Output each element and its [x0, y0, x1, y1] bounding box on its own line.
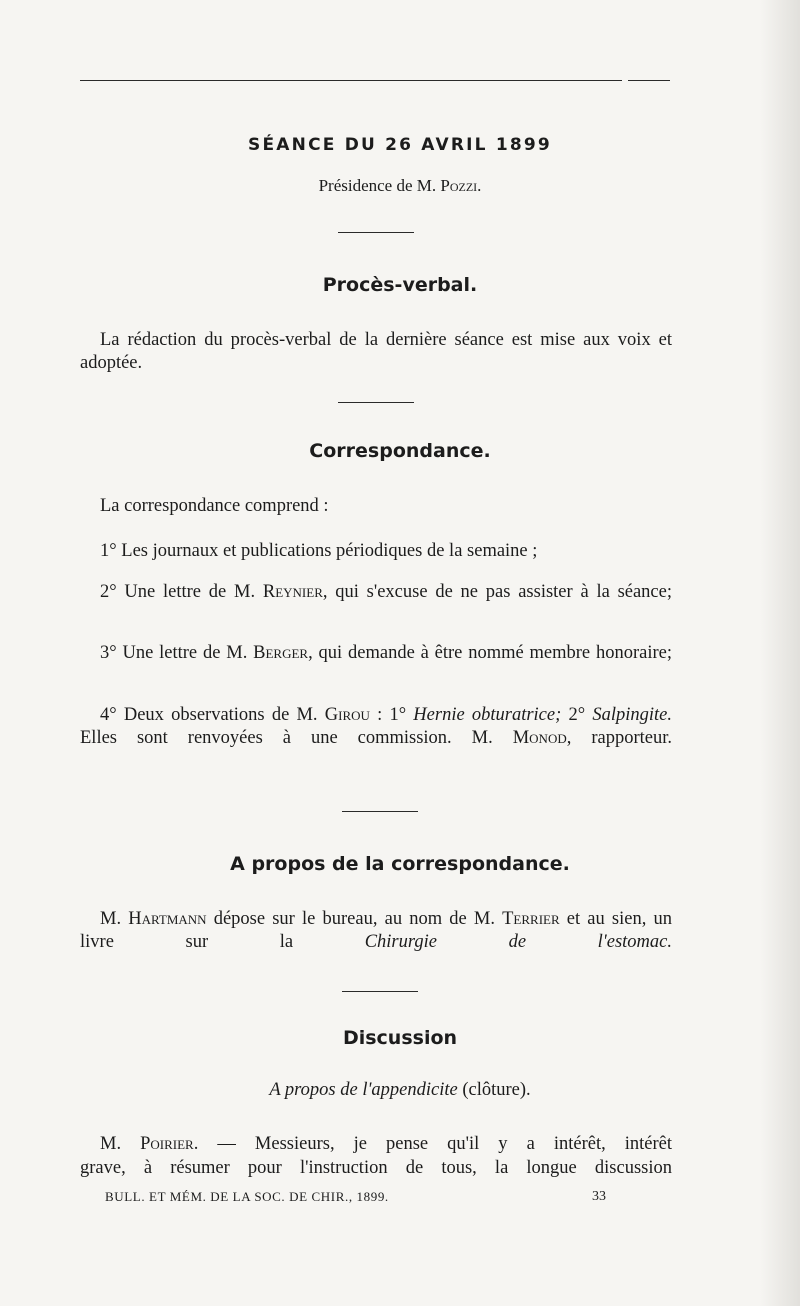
section-divider — [342, 811, 418, 812]
person-name: Reynier — [262, 582, 323, 602]
heading-correspondance: Correspondance. — [309, 440, 491, 462]
subtitle-italic: A propos de l'appendicite — [269, 1080, 458, 1100]
discussion-line: grave, à résumer pour l'instruction de tous, la longue discussion — [80, 1158, 672, 1178]
speaker-name: M. Poirier. — [100, 1134, 199, 1154]
page-number: 33 — [592, 1189, 606, 1204]
item-text: 2° Une lettre de M. — [100, 582, 263, 602]
item-text: : 1° — [369, 705, 414, 725]
session-title: SÉANCE DU 26 AVRIL 1899 — [248, 135, 552, 155]
item-text: , qui s'excuse de ne pas assister à la séance; — [322, 582, 672, 602]
item-text: , rapporteur. — [566, 728, 672, 748]
section-divider — [342, 991, 418, 992]
section-divider — [338, 402, 414, 403]
item-text: 4° Deux observations de M. — [100, 705, 325, 725]
heading-proces-verbal: Procès-verbal. — [322, 274, 478, 296]
list-item — [80, 642, 672, 665]
item-text: dépose sur le bureau, au nom de M. — [206, 909, 503, 929]
item-text: et au sien, un livre sur la — [80, 909, 672, 952]
person-name: Terrier — [502, 909, 560, 929]
list-item — [80, 704, 672, 750]
item-text: , qui demande à être nommé membre honoraire; — [308, 643, 672, 663]
paragraph-a-propos — [80, 908, 672, 954]
correspondance-intro: La correspondance comprend : — [100, 496, 329, 516]
item-text: M. — [100, 909, 129, 929]
paragraph-proces-verbal: La rédaction du procès-verbal de la dernière séance est mise aux voix et adoptée. — [80, 330, 672, 373]
top-rule-short — [628, 80, 670, 81]
book-title: Chirurgie de l'estomac. — [364, 932, 672, 952]
heading-discussion: Discussion — [342, 1027, 458, 1049]
observation-title: Hernie obturatrice; — [413, 705, 562, 725]
section-divider — [338, 232, 414, 233]
president-name: Pozzi. — [440, 176, 482, 195]
item-text: — Messieurs, je pense qu'il y a intérêt, intérêt — [198, 1134, 672, 1154]
observation-title: Salpingite. — [592, 705, 672, 725]
item-text: Elles sont renvoyées à une commission. M. — [80, 728, 513, 748]
person-name: Monod — [512, 728, 567, 748]
presidence-line — [0, 176, 800, 196]
presidence-prefix: Présidence de M. — [318, 176, 441, 195]
person-name: Hartmann — [128, 909, 207, 929]
person-name: Girou — [324, 705, 370, 725]
heading-a-propos: A propos de la correspondance. — [230, 853, 570, 875]
top-rule — [80, 80, 622, 81]
footer-citation: BULL. ET MÉM. DE LA SOC. DE CHIR., 1899. — [105, 1189, 389, 1204]
discussion-subtitle — [0, 1080, 800, 1101]
item-text: 2° — [561, 705, 593, 725]
list-item: 1° Les journaux et publications périodiques de la semaine ; — [100, 541, 538, 561]
subtitle-rest: (clôture). — [457, 1080, 531, 1100]
item-text: 3° Une lettre de M. — [100, 643, 254, 663]
discussion-line — [80, 1133, 672, 1156]
list-item — [80, 581, 672, 604]
person-name: Berger — [253, 643, 309, 663]
